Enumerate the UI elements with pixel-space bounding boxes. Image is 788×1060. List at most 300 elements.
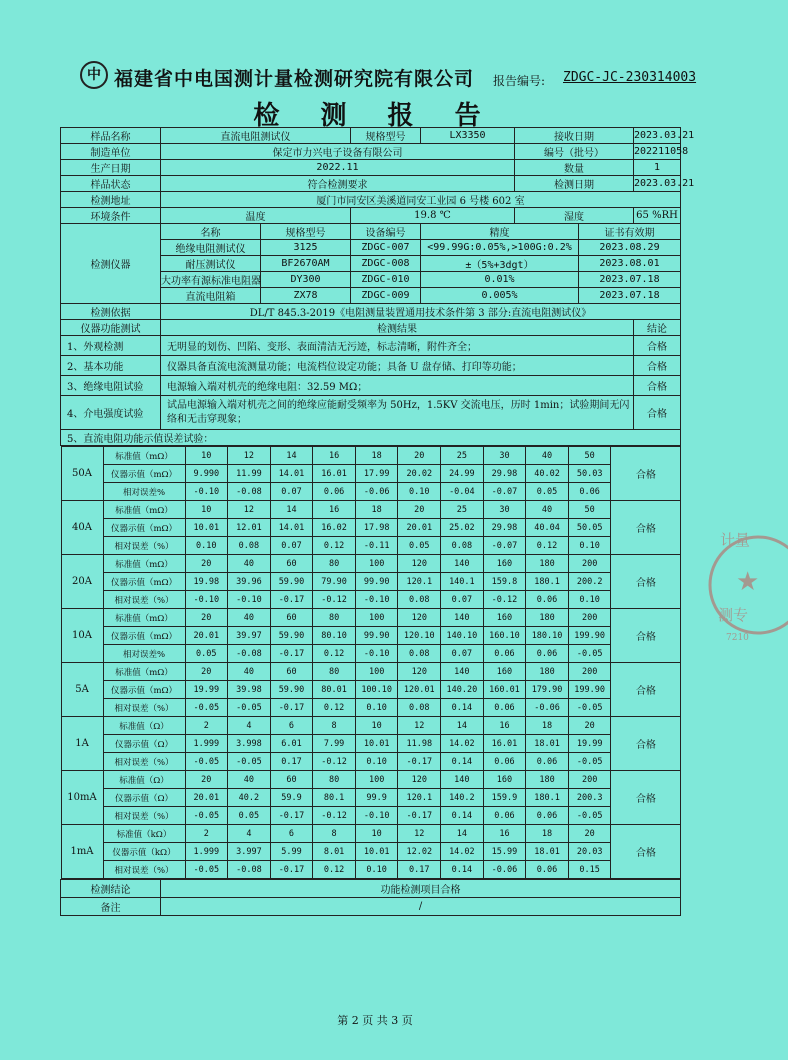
batch-label: 编号（批号） [515,144,634,160]
state-value: 符合检测要求 [161,176,515,192]
error-indicated-value: 20.03 [568,843,611,861]
error-relative-error: 0.08 [228,537,271,555]
function-col-result: 检测结果 [161,320,634,336]
instrument-col-valid: 证书有效期 [579,224,681,240]
error-range: 1mA [61,825,103,879]
error-standard-value-row [61,501,681,519]
prod-date: 2022.11 [161,160,515,176]
error-relative-error: 0.06 [483,807,526,825]
error-row-label: 标准值（mΩ） [103,447,185,465]
error-relative-error-row [61,699,681,717]
error-relative-error: 0.15 [568,861,611,879]
error-standard-value: 40 [228,663,271,681]
error-indicated-value: 120.10 [398,627,441,645]
error-indicated-value: 199.90 [568,627,611,645]
error-row-label: 标准值（mΩ） [103,663,185,681]
error-relative-error: -0.12 [313,807,356,825]
test-date-label: 检测日期 [515,176,634,192]
function-row [61,356,681,376]
error-row-label: 仪器示值（mΩ） [103,681,185,699]
error-range: 40A [61,501,103,555]
error-relative-error: 0.08 [441,537,484,555]
maker-label: 制造单位 [61,144,161,160]
error-indicated-value: 17.98 [355,519,398,537]
error-standard-value: 16 [483,825,526,843]
error-conclusion: 合格 [611,717,681,771]
instrument-valid: 2023.07.18 [579,272,681,288]
error-indicated-value: 20.02 [398,465,441,483]
error-indicated-value: 59.90 [270,627,313,645]
error-relative-error: 0.10 [185,537,228,555]
error-indicated-value: 199.90 [568,681,611,699]
instrument-valid: 2023.08.29 [579,240,681,256]
error-indicated-value: 160.01 [483,681,526,699]
error-indicated-value: 50.03 [568,465,611,483]
error-relative-error: 0.06 [526,753,569,771]
error-relative-error: -0.05 [228,699,271,717]
error-standard-value: 20 [398,447,441,465]
error-row-label: 相对误差（%） [103,861,185,879]
receive-date: 2023.03.21 [634,128,681,144]
error-standard-value: 14 [270,501,313,519]
error-standard-value: 10 [355,825,398,843]
error-indicated-value: 39.96 [228,573,271,591]
error-relative-error: 0.17 [398,861,441,879]
error-standard-value: 16 [313,501,356,519]
error-range: 10A [61,609,103,663]
error-standard-value: 100 [355,555,398,573]
error-relative-error: 0.07 [270,483,313,501]
error-relative-error: 0.08 [398,699,441,717]
error-standard-value: 200 [568,609,611,627]
error-relative-error: 0.14 [441,753,484,771]
instrument-accuracy: 0.005% [421,288,579,304]
page-number: 第 2 页 共 3 页 [337,1014,413,1027]
instrument-header-row [61,224,681,240]
report-header [80,62,720,92]
error-standard-value: 50 [568,501,611,519]
error-standard-value: 25 [441,501,484,519]
error-row-label: 相对误差（%） [103,807,185,825]
error-standard-value-row [61,447,681,465]
error-standard-value: 12 [398,825,441,843]
error-indicated-value: 140.20 [441,681,484,699]
error-relative-error: -0.17 [270,699,313,717]
error-relative-error: -0.07 [483,537,526,555]
error-range: 5A [61,663,103,717]
conclusion-row [61,880,681,898]
error-row-label: 相对误差（%） [103,753,185,771]
error-relative-error: -0.08 [228,861,271,879]
error-conclusion: 合格 [611,501,681,555]
error-standard-value: 18 [526,825,569,843]
error-relative-error: 0.06 [526,807,569,825]
info-row-address [61,192,681,208]
error-row-label: 标准值（mΩ） [103,501,185,519]
error-standard-value: 8 [313,825,356,843]
error-indicated-value: 179.90 [526,681,569,699]
error-indicated-value: 25.02 [441,519,484,537]
error-standard-value: 100 [355,771,398,789]
state-label: 样品状态 [61,176,161,192]
error-standard-value: 20 [185,609,228,627]
sample-name-label: 样品名称 [61,128,161,144]
error-indicated-value-row [61,735,681,753]
stamp-text: 计量 [720,531,751,549]
error-indicated-value: 20.01 [398,519,441,537]
error-relative-error: -0.17 [270,645,313,663]
error-indicated-value: 3.998 [228,735,271,753]
error-relative-error: -0.12 [313,591,356,609]
error-relative-error: 0.06 [568,483,611,501]
error-relative-error: 0.12 [313,699,356,717]
model-value: LX3350 [421,128,515,144]
instrument-accuracy: 0.01% [421,272,579,288]
error-indicated-value: 180.10 [526,627,569,645]
function-name: 3、绝缘电阻试验 [61,376,161,396]
error-relative-error: 0.10 [398,483,441,501]
error-standard-value: 120 [398,663,441,681]
error-standard-value: 2 [185,825,228,843]
instrument-col-name: 名称 [161,224,261,240]
function-result: 无明显的划伤、凹陷、变形、表面清洁无污迹，标志清晰，附件齐全； [161,336,634,356]
error-indicated-value: 180.1 [526,573,569,591]
error-indicated-value: 20.01 [185,627,228,645]
error-row-label: 仪器示值（mΩ） [103,573,185,591]
company-logo: 中 [80,61,108,89]
error-standard-value-row [61,663,681,681]
error-standard-value: 12 [398,717,441,735]
test-date: 2023.03.21 [634,176,681,192]
error-relative-error: -0.17 [398,753,441,771]
official-stamp [708,510,788,660]
error-standard-value: 40 [228,609,271,627]
stamp-text: 7210 [726,633,749,643]
error-row-label: 相对误差% [103,645,185,663]
error-indicated-value: 7.99 [313,735,356,753]
error-standard-value: 25 [441,447,484,465]
error-relative-error: -0.05 [185,861,228,879]
function-header-row [61,320,681,336]
error-standard-value: 60 [270,663,313,681]
error-conclusion: 合格 [611,771,681,825]
error-relative-error: -0.12 [313,753,356,771]
error-indicated-value: 16.01 [483,735,526,753]
error-relative-error: 0.06 [526,591,569,609]
error-standard-value: 6 [270,717,313,735]
error-standard-value: 12 [228,501,271,519]
error-relative-error: -0.05 [568,807,611,825]
maker-value: 保定市力兴电子设备有限公司 [161,144,515,160]
error-relative-error: -0.10 [185,591,228,609]
error-indicated-value: 15.99 [483,843,526,861]
error-conclusion: 合格 [611,663,681,717]
error-indicated-value: 14.01 [270,519,313,537]
error-standard-value: 30 [483,447,526,465]
error-indicated-value-row [61,681,681,699]
function-conclusion: 合格 [634,356,681,376]
error-standard-value: 160 [483,609,526,627]
error-relative-error: -0.05 [568,645,611,663]
error-row-label: 标准值（Ω） [103,771,185,789]
error-row-label: 相对误差% [103,483,185,501]
error-relative-error: -0.04 [441,483,484,501]
error-relative-error: -0.06 [483,861,526,879]
humidity-value: 65 %RH [634,208,681,224]
instrument-col-accuracy: 精度 [421,224,579,240]
error-relative-error: 0.05 [398,537,441,555]
error-relative-error: -0.10 [228,591,271,609]
error-indicated-value: 17.99 [355,465,398,483]
error-indicated-value: 39.97 [228,627,271,645]
error-standard-value-row [61,717,681,735]
error-standard-value-row [61,825,681,843]
error-indicated-value: 140.2 [441,789,484,807]
error-standard-value: 14 [441,825,484,843]
error-indicated-value: 140.1 [441,573,484,591]
error-standard-value: 100 [355,609,398,627]
error-relative-error: 0.06 [483,753,526,771]
error-relative-error-row [61,753,681,771]
error-relative-error: -0.17 [270,807,313,825]
error-indicated-value-row [61,573,681,591]
report-number: ZDGC-JC-230314003 [563,70,697,85]
error-relative-error: 0.10 [568,537,611,555]
error-indicated-value: 159.8 [483,573,526,591]
error-standard-value-row [61,555,681,573]
error-relative-error: 0.06 [483,699,526,717]
instruments-label: 检测仪器 [61,224,161,304]
instrument-name: 耐压测试仪 [161,256,261,272]
error-relative-error: -0.05 [568,699,611,717]
error-relative-error: -0.06 [526,699,569,717]
error-indicated-value: 20.01 [185,789,228,807]
error-relative-error: 0.06 [483,645,526,663]
receive-date-label: 接收日期 [515,128,634,144]
error-test-title-row [61,430,681,446]
error-standard-value: 180 [526,555,569,573]
error-relative-error: 0.06 [313,483,356,501]
instrument-valid: 2023.08.01 [579,256,681,272]
error-standard-value: 80 [313,609,356,627]
function-result: 仪器具备直流电流测量功能；电流档位设定功能；具备 U 盘存储、打印等功能； [161,356,634,376]
error-relative-error-row [61,861,681,879]
error-indicated-value: 40.2 [228,789,271,807]
error-standard-value: 6 [270,825,313,843]
error-test-table [61,446,682,879]
function-conclusion: 合格 [634,396,681,430]
error-standard-value-row [61,771,681,789]
remark-row [61,898,681,916]
error-standard-value: 60 [270,555,313,573]
error-conclusion: 合格 [611,555,681,609]
error-indicated-value: 59.9 [270,789,313,807]
instrument-accuracy: ±（5%+3dgt） [421,256,579,272]
error-relative-error: -0.10 [355,807,398,825]
qty-label: 数量 [515,160,634,176]
error-row-label: 相对误差（%） [103,591,185,609]
instrument-id: ZDGC-010 [351,272,421,288]
qty-value: 1 [634,160,681,176]
instrument-col-id: 设备编号 [351,224,421,240]
error-indicated-value: 18.01 [526,843,569,861]
error-standard-value: 80 [313,663,356,681]
prod-date-label: 生产日期 [61,160,161,176]
error-relative-error: 0.17 [270,753,313,771]
error-relative-error: -0.08 [228,645,271,663]
instrument-id: ZDGC-008 [351,256,421,272]
error-range: 20A [61,555,103,609]
error-indicated-value: 99.90 [355,573,398,591]
error-standard-value: 14 [441,717,484,735]
error-relative-error-row [61,807,681,825]
error-standard-value: 20 [185,663,228,681]
error-standard-value: 12 [228,447,271,465]
error-relative-error-row [61,537,681,555]
error-relative-error: 0.10 [568,591,611,609]
error-indicated-value: 120.1 [398,573,441,591]
humidity-label: 湿度 [515,208,634,224]
error-relative-error: 0.12 [313,645,356,663]
error-relative-error: 0.10 [355,861,398,879]
error-standard-value: 120 [398,609,441,627]
error-relative-error: 0.05 [185,645,228,663]
error-relative-error: -0.07 [483,483,526,501]
error-indicated-value-row [61,843,681,861]
error-indicated-value: 200.3 [568,789,611,807]
error-relative-error: -0.08 [228,483,271,501]
model-label: 规格型号 [351,128,421,144]
temp-value: 19.8 ℃ [351,208,515,224]
env-label: 环境条件 [61,208,161,224]
error-standard-value: 8 [313,717,356,735]
error-standard-value: 140 [441,663,484,681]
error-standard-value: 40 [526,501,569,519]
error-conclusion: 合格 [611,825,681,879]
error-standard-value: 80 [313,771,356,789]
error-relative-error: -0.17 [398,807,441,825]
error-indicated-value: 80.01 [313,681,356,699]
error-indicated-value: 14.02 [441,735,484,753]
error-relative-error: 0.12 [526,537,569,555]
error-indicated-value: 3.997 [228,843,271,861]
error-indicated-value: 8.01 [313,843,356,861]
error-relative-error-row [61,591,681,609]
error-relative-error: -0.10 [355,591,398,609]
instrument-id: ZDGC-009 [351,288,421,304]
error-standard-value: 80 [313,555,356,573]
error-standard-value: 200 [568,663,611,681]
error-relative-error-row [61,645,681,663]
error-indicated-value: 29.98 [483,465,526,483]
error-standard-value: 50 [568,447,611,465]
error-standard-value: 180 [526,663,569,681]
error-indicated-value: 160.10 [483,627,526,645]
error-standard-value: 18 [526,717,569,735]
error-standard-value: 20 [568,717,611,735]
error-indicated-value: 19.98 [185,573,228,591]
error-relative-error: -0.06 [355,483,398,501]
error-indicated-value: 200.2 [568,573,611,591]
error-indicated-value: 99.9 [355,789,398,807]
instrument-valid: 2023.07.18 [579,288,681,304]
address-value: 厦门市同安区美溪道同安工业园 6 号楼 602 室 [161,192,681,208]
error-relative-error: 0.08 [398,645,441,663]
info-row-sample [61,128,681,144]
error-standard-value: 140 [441,609,484,627]
function-conclusion: 合格 [634,376,681,396]
error-relative-error-row [61,483,681,501]
error-indicated-value: 14.01 [270,465,313,483]
error-indicated-value: 40.04 [526,519,569,537]
function-name: 4、介电强度试验 [61,396,161,430]
error-relative-error: 0.08 [398,591,441,609]
error-standard-value: 20 [185,555,228,573]
stamp-star-icon: ★ [736,567,760,597]
error-standard-value: 16 [313,447,356,465]
report-title: 检 测 报 告 [253,101,497,131]
error-row-label: 仪器示值（mΩ） [103,519,185,537]
error-row-label: 标准值（mΩ） [103,609,185,627]
instrument-name: 绝缘电阻测试仪 [161,240,261,256]
error-indicated-value-row [61,627,681,645]
error-indicated-value: 99.90 [355,627,398,645]
error-standard-value: 140 [441,555,484,573]
info-row-maker [61,144,681,160]
error-test-title: 5、直流电阻功能示值误差试验： [61,430,681,446]
error-standard-value: 4 [228,717,271,735]
error-indicated-value: 40.02 [526,465,569,483]
basis-value: DL/T 845.3-2019《电阻测量装置通用技术条件第 3 部分:直流电阻测试仪》 [161,304,681,320]
error-grid-cell [61,446,681,880]
instrument-accuracy: <99.99G:0.05%,>100G:0.2% [421,240,579,256]
error-standard-value-row [61,609,681,627]
basis-row [61,304,681,320]
error-relative-error: 0.05 [228,807,271,825]
error-indicated-value: 12.02 [398,843,441,861]
error-standard-value: 60 [270,609,313,627]
conclusion-label: 检测结论 [61,880,161,898]
error-relative-error: 0.14 [441,861,484,879]
error-relative-error: -0.05 [568,753,611,771]
error-relative-error: -0.11 [355,537,398,555]
instrument-name: 直流电阻箱 [161,288,261,304]
error-standard-value: 40 [228,555,271,573]
error-indicated-value: 1.999 [185,843,228,861]
error-standard-value: 4 [228,825,271,843]
error-relative-error: 0.06 [526,645,569,663]
error-indicated-value: 29.98 [483,519,526,537]
instrument-model: DY300 [261,272,351,288]
error-indicated-value: 39.98 [228,681,271,699]
error-relative-error: 0.14 [441,699,484,717]
error-indicated-value: 79.90 [313,573,356,591]
error-indicated-value: 11.98 [398,735,441,753]
basis-label: 检测依据 [61,304,161,320]
error-indicated-value: 59.90 [270,573,313,591]
error-standard-value: 40 [526,447,569,465]
error-conclusion: 合格 [611,609,681,663]
error-standard-value: 180 [526,609,569,627]
error-indicated-value: 120.01 [398,681,441,699]
error-indicated-value: 12.01 [228,519,271,537]
remark-value: / [161,898,681,916]
error-relative-error: -0.05 [185,699,228,717]
error-indicated-value: 19.99 [568,735,611,753]
error-standard-value: 20 [398,501,441,519]
function-row [61,396,681,430]
error-indicated-value: 14.02 [441,843,484,861]
